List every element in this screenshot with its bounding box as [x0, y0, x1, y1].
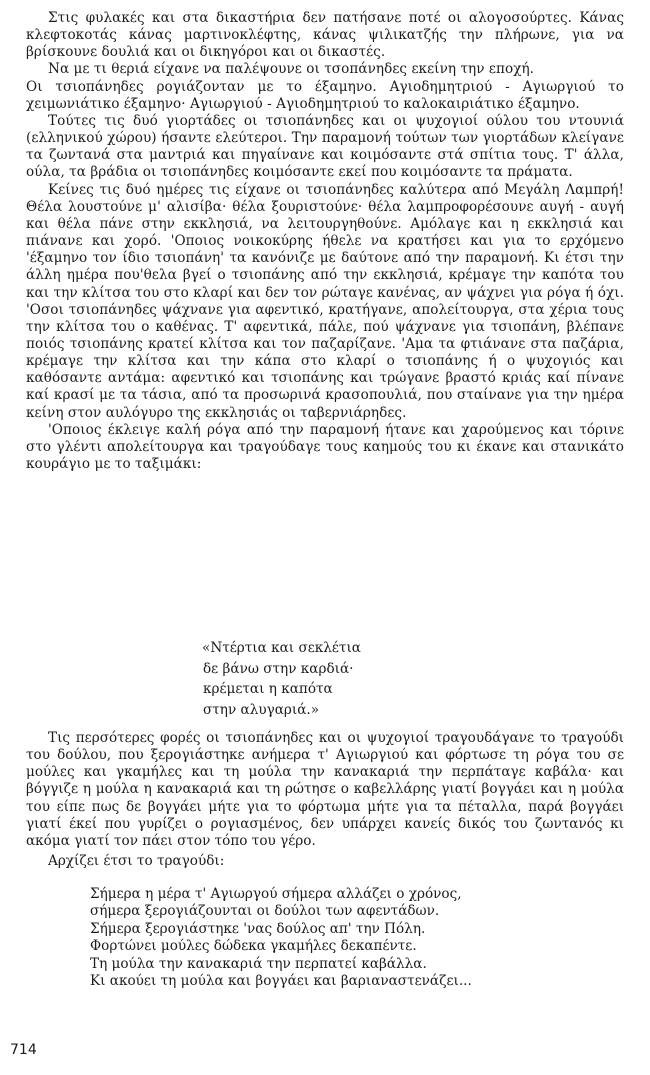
poem-quote	[202, 638, 361, 720]
poem-line: «Ντέρτια και σεκλέτια	[202, 640, 361, 656]
main-text-block	[26, 10, 624, 473]
paragraph: Τούτες τις δυό γιορτάδες οι τσιοπάνηδες και οι ψυχογιοί ούλου του ντουνιά (ελληνικού χώρου) ήσαντε ελεύτεροι. Την παραμονή τούτων των γιορτάδων κλείγανε τα ζωντανά στα μαντριά και πηγαίνανε και κοιμόσαντε στά σπίτια τους. Τ' άλλα, ούλα, τα βράδια οι τσιοπάνηδες κοιμόσαντε εκεί που κοιμόσαντε τα πράματα.	[26, 112, 624, 181]
page-number: 714	[10, 1042, 37, 1058]
song-line: σήμερα ξερογιάζουνται οι δούλοι των αφεντάδων.	[90, 903, 440, 920]
poem-line: κρέμεται η καπότα	[203, 681, 333, 697]
paragraph: Αρχίζει έτσι το τραγούδι:	[48, 853, 225, 870]
song-line: Κι ακούει τη μούλα και βογγάει και βαριαναστενάζει...	[90, 973, 472, 990]
paragraph: Τις περσότερες φορές οι τσιοπάνηδες και οι ψυχογιοί τραγουδάγανε το τραγούδι του δούλου, που ξερογιάστηκε ανήμερα τ' Αγιωργιού και φόρτωσε τη ρόγα του σε μούλες και γκαμήλες και τη μούλα την κανακαριά την περπάταγε καβάλα· και βόγγιζε η μούλα η κανακαριά και τη ρώτησε ο καβελλάρης γιατί βογγάει και η μούλα του είπε πως δε βογγάει μήτε για το φόρτωμα μήτε για τα πέταλλα, παρά βογγάει γιατί έκεί που γυρίζει ο ρογιασμένος, δεν υπάρχει κανείς δικός του ζωντανός κι ακόμα γιατί τον πάει στον τόπο του γέρο.	[26, 730, 624, 849]
song-verses	[90, 886, 472, 990]
poem-line: στην αλυγαριά.»	[203, 701, 320, 718]
song-line: Φορτώνει μούλες δώδεκα γκαμήλες δεκαπέντε.	[90, 938, 417, 955]
song-line: Σήμερα η μέρα τ' Αγιωργού σήμερα αλλάζει ο χρόνος,	[90, 886, 462, 902]
paragraph: Στις φυλακές και στα δικαστήρια δεν πατήσανε ποτέ οι αλογοσούρτες. Κάνας κλεφτοκοτάς κάνας μαρτινοκλέφτης, κάνας ψιλικατζής την πλήρωνε, για να βρίσκουνε δουλιά και οι δικηγόροι και οι δικαστές.	[26, 10, 624, 61]
second-text-block	[26, 730, 624, 870]
paragraph: 'Οποιος έκλειγε καλή ρόγα από την παραμονή ήτανε και χαρούμενος και τόρινε στο γλέντι απολείτουργα και τραγούδαγε τους καημούς του κι έκανε και στανικάτο κουράγιο με το ταξιμάκι:	[26, 421, 624, 473]
paragraph: Κείνες τις δυό ημέρες τις είχανε οι τσιοπάνηδες καλύτερα από Μεγάλη Λαμπρή! Θέλα λουστούνε μ' αλισίβα· θέλα ξουριστούνε· θέλα λαμπροφορέσουνε αυγή - αυγή και θέλα πάνε στην εκκλησιά, να λειτουργηθούνε. Αμόλαγε και η εκκλησιά και πιάνανε και χορό. 'Οποιος νοικοκύρης ήθελε να κρατήσει και για το ερχόμενο 'έξαμηνο τον ίδιο τσιοπάνη' τα κανόνιζε με δαύτονε από την παραμονή. Κι έτσι την άλλη ημέρα που'θελα βγεί ο τσιοπάνης από την εκκλησιά, κρέμαγε την καπότα του και την κλίτσα του στο κλαρί και δεν τον ρώταγε κανένας, αν ψάχνει για ρόγα ή όχι. 'Οσοι τσιοπάνηδες ψάχνανε για αφεντικό, κρατήγανε, απολείτουργα, στα χέρια τους την κλίτσα του ο καθένας. Τ' αφεντικά, πάλε, πού ψάχνανε για τσιοπάνη, βλέπανε ποιός τσιοπάνης κρατεί κλίτσα και τον παζαρίζανε. 'Αμα τα φτιάνανε στα παζάρια, κρέμαγε την κλίτσα και την κάπα στο κλαρί ο τσιοπάνης ή ο ψυχογιός και καθόσαντε αντάμα: αφεντικό και τσιοπάνης και τρώγανε βραστό κριάς καί πίνανε καί κρασί με τα τάσια, από τα προσωρινά κρασοπουλιά, που σταίνανε για την ημέρα κείνη στον αυλόγυρο της εκκλησιάς οι ταβερνιάρηδες.	[26, 181, 624, 421]
paragraph: Να με τι θεριά είχανε να παλέψουνε οι τσοπάνηδες εκείνη την εποχή.	[48, 61, 535, 78]
song-line: Σήμερα ξερογιάστηκε 'νας δούλος απ' την Πόλη.	[90, 920, 426, 937]
poem-line: δε βάνω στην καρδιά·	[203, 660, 354, 677]
paragraph: Οι τσιοπάνηδες ρογιάζονταν με το έξαμηνο. Αγιοδημητριού - Αγιωργιού το χειμωνιάτικο έξαμηνο· Αγιωργιού - Αγιοδημητριού το καλοκαιριάτικο έξαμηνο.	[26, 78, 624, 112]
song-line: Τη μούλα την κανακαριά την περπατεί καβάλλα.	[90, 955, 427, 972]
